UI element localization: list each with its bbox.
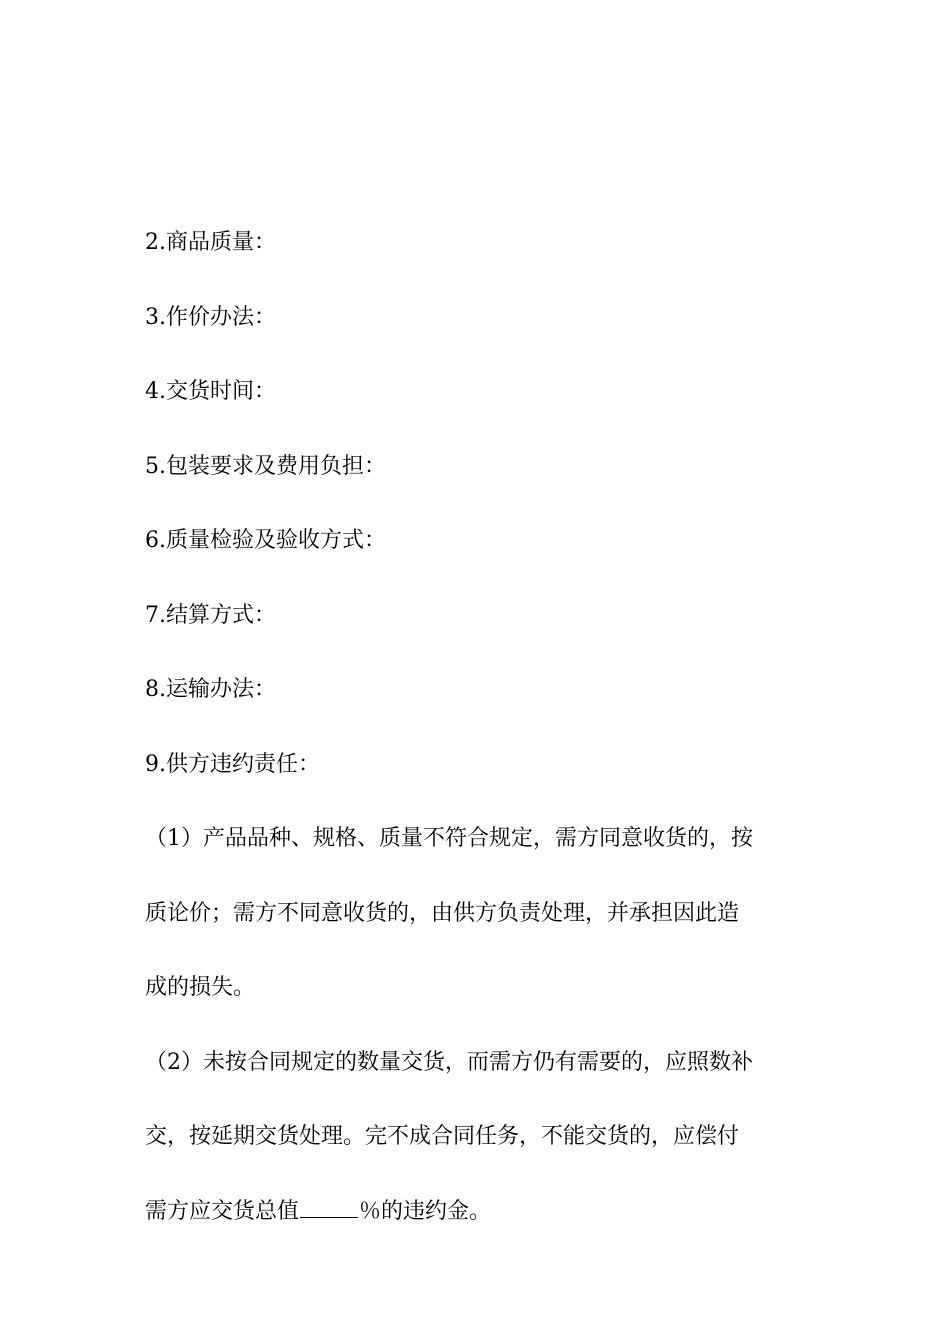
item-pricing-method: 3.作价办法： <box>145 304 276 330</box>
item-delivery-time: 4.交货时间： <box>145 379 276 404</box>
item-transport-method: 8.运输办法： <box>145 677 276 702</box>
item-quality-inspection: 6.质量检验及验收方式： <box>145 528 386 553</box>
clause-1-line-2: 质论价；需方不同意收货的，由供方负责处理，并承担因此造 <box>145 900 740 926</box>
clause-2-line-2: 交，按延期交货处理。完不成合同任务，不能交货的，应偿付 <box>145 1124 740 1149</box>
penalty-percentage-blank[interactable] <box>300 1195 358 1218</box>
clause-2-line-3 <box>145 1175 810 1250</box>
clause-2-line-3-suffix: ％的违约金。 <box>359 1198 492 1224</box>
clause-2-line-3-prefix: 需方应交货总值 <box>145 1198 300 1224</box>
document-body <box>145 206 810 1249</box>
clause-1-line-3: 成的损失。 <box>145 975 256 1000</box>
item-settlement-method: 7.结算方式： <box>145 602 276 628</box>
item-supplier-liability: 9.供方违约责任： <box>145 751 320 777</box>
clause-2-line-1: （2）未按合同规定的数量交货，而需方仍有需要的，应照数补 <box>145 1049 753 1075</box>
item-packaging-cost: 5.包装要求及费用负担： <box>145 453 386 479</box>
clause-1-line-1: （1）产品品种、规格、质量不符合规定，需方同意收货的，按 <box>145 826 753 851</box>
item-commodity-quality: 2.商品质量： <box>145 230 276 255</box>
